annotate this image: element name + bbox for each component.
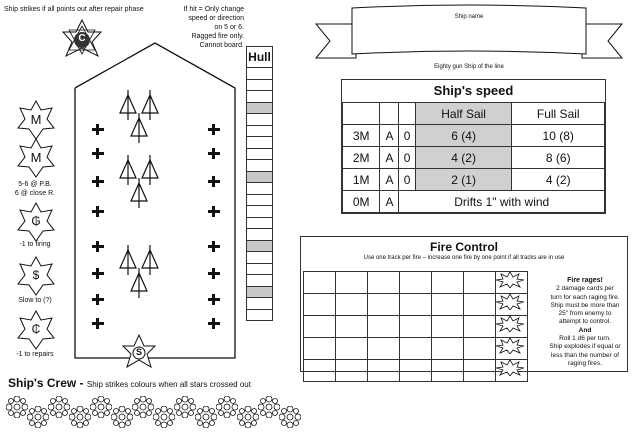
crew-star-icon	[90, 396, 112, 418]
crew-star-icon	[6, 396, 28, 418]
crew-star-icon	[69, 406, 91, 428]
hull-box[interactable]	[247, 194, 273, 206]
fire-box[interactable]	[304, 360, 336, 382]
crew-star[interactable]	[48, 396, 70, 423]
crew-star[interactable]	[237, 406, 259, 433]
fire-box[interactable]	[432, 360, 464, 382]
officer-icon-4: $	[14, 256, 58, 301]
fire-box[interactable]	[304, 338, 336, 360]
fire-box[interactable]	[368, 338, 400, 360]
speed-panel	[341, 79, 606, 214]
hull-box[interactable]	[247, 217, 273, 229]
crew-title: Ship's Crew - Ship strikes colours when all stars crossed out	[8, 376, 251, 390]
crew-star-icon	[237, 406, 259, 428]
fire-box[interactable]	[336, 338, 368, 360]
hull-box[interactable]	[247, 160, 273, 172]
fire-box[interactable]	[432, 338, 464, 360]
hull-box[interactable]	[247, 206, 273, 218]
fire-box[interactable]	[368, 272, 400, 294]
fire-box[interactable]	[336, 360, 368, 382]
fire-raging-box[interactable]	[496, 316, 528, 338]
crew-star[interactable]	[195, 406, 217, 433]
fire-burst-icon	[496, 272, 524, 288]
hull-box[interactable]	[247, 114, 273, 126]
fire-box[interactable]	[464, 272, 496, 294]
crew-star-icon	[153, 406, 175, 428]
crew-star-icon	[174, 396, 196, 418]
fire-box[interactable]	[400, 338, 432, 360]
crew-star-icon	[279, 406, 301, 428]
fire-raging-box[interactable]	[496, 338, 528, 360]
fire-box[interactable]	[304, 272, 336, 294]
fire-rages-text: Fire rages! 2 damage cards per turn for each raging fire. Ship must be more than 25" from enemy to attempt to control. And Roll 1 d6 per turn. Ship explodes if equal or less than the number of raging fires.	[549, 277, 621, 367]
fire-box[interactable]	[400, 316, 432, 338]
fire-box[interactable]	[464, 316, 496, 338]
stern-letter: S	[135, 347, 142, 357]
hull-box[interactable]	[247, 183, 273, 195]
speed-row: 1M A 0 2 (1) 4 (2)	[343, 169, 605, 191]
officer-icon-3: ₲	[14, 202, 58, 247]
fire-box[interactable]	[432, 316, 464, 338]
fire-box[interactable]	[400, 272, 432, 294]
hull-box[interactable]	[247, 125, 273, 137]
officer-icon-5: ₵	[14, 310, 58, 355]
fire-burst-icon	[496, 316, 524, 332]
fire-raging-box[interactable]	[496, 294, 528, 316]
fire-box[interactable]	[336, 272, 368, 294]
hull-box[interactable]	[247, 148, 273, 160]
fire-tracks	[303, 271, 528, 382]
hull-box[interactable]	[247, 286, 273, 298]
officer-caption-5: -1 to repairs	[16, 351, 54, 358]
hull-box[interactable]	[247, 263, 273, 275]
hull-box[interactable]	[247, 102, 273, 114]
hull-box[interactable]	[247, 79, 273, 91]
crew-star[interactable]	[216, 396, 238, 423]
officer-caption-4: Slow to (?)	[18, 297, 52, 304]
ship-name-banner	[306, 2, 632, 70]
crew-star-icon	[258, 396, 280, 418]
class-letter: C	[78, 33, 86, 44]
crew-star[interactable]	[174, 396, 196, 423]
crew-star[interactable]	[279, 406, 301, 433]
crew-star[interactable]	[6, 396, 28, 423]
fire-box[interactable]	[304, 294, 336, 316]
col-full-sail: Full Sail	[512, 103, 605, 125]
hull-box[interactable]	[247, 91, 273, 103]
fire-box[interactable]	[400, 360, 432, 382]
fire-track	[304, 360, 528, 382]
speed-row: 3M A 0 6 (4) 10 (8)	[343, 125, 605, 147]
strike-note: Ship strikes if all points out after repair phase	[4, 6, 144, 13]
ship-name-label[interactable]: Ship name	[454, 14, 484, 20]
fire-box[interactable]	[368, 294, 400, 316]
fire-box[interactable]	[432, 294, 464, 316]
speed-row: 0M A Drifts 1" with wind	[343, 191, 605, 213]
fire-burst-icon	[496, 360, 524, 376]
crew-star[interactable]	[90, 396, 112, 423]
crew-stars	[6, 396, 306, 426]
fire-box[interactable]	[400, 294, 432, 316]
crew-star-icon	[111, 406, 133, 428]
ship-class-label: Eighty gun Ship of the line	[434, 64, 504, 70]
hull-box[interactable]	[247, 240, 273, 252]
crew-star[interactable]	[69, 406, 91, 433]
crew-star[interactable]	[132, 396, 154, 423]
hit-note: If hit = Only change speed or direction on 5 or 6. Ragged fire only. Cannot board.	[183, 6, 244, 49]
crew-star[interactable]	[27, 406, 49, 433]
hull-box[interactable]	[247, 298, 273, 310]
crew-star-icon	[48, 396, 70, 418]
officer-caption-3: -1 to firing	[19, 241, 51, 248]
fire-burst-icon	[496, 338, 524, 354]
hull-box[interactable]	[247, 309, 273, 321]
crew-star[interactable]	[258, 396, 280, 423]
fire-raging-box[interactable]	[496, 360, 528, 382]
hull-box[interactable]	[247, 252, 273, 264]
crew-star-icon	[195, 406, 217, 428]
hull-title: Hull	[247, 47, 273, 68]
fire-track	[304, 272, 528, 294]
hull-box[interactable]	[247, 229, 273, 241]
hull-box[interactable]	[247, 171, 273, 183]
crew-star-icon	[216, 396, 238, 418]
crew-star[interactable]	[111, 406, 133, 433]
col-half-sail: Half Sail	[415, 103, 512, 125]
fire-title: Fire Control	[430, 240, 498, 254]
speed-title: Ship's speed	[342, 80, 605, 103]
fire-track	[304, 338, 528, 360]
officer-icon-1: M	[14, 100, 58, 145]
fire-box[interactable]	[368, 316, 400, 338]
fire-box[interactable]	[304, 316, 336, 338]
officer-icon-2: M	[14, 138, 58, 183]
fire-subtitle: Use one track per fire – increase one fire by one point if all tracks are in use	[363, 255, 565, 261]
fire-track	[304, 294, 528, 316]
crew-star[interactable]	[153, 406, 175, 433]
hull-box[interactable]	[247, 68, 273, 80]
fire-control-panel	[300, 236, 628, 372]
hull-box[interactable]	[247, 137, 273, 149]
hull-box[interactable]	[247, 275, 273, 287]
fire-box[interactable]	[432, 272, 464, 294]
speed-row: 2M A 0 4 (2) 8 (6)	[343, 147, 605, 169]
crew-star-icon	[132, 396, 154, 418]
fire-track	[304, 316, 528, 338]
fire-box[interactable]	[336, 316, 368, 338]
crew-note: Ship strikes colours when all stars crossed out	[86, 380, 251, 389]
crew-star-icon	[27, 406, 49, 428]
fire-box[interactable]	[464, 294, 496, 316]
fire-burst-icon	[496, 294, 524, 310]
fire-box[interactable]	[336, 294, 368, 316]
hull-track	[246, 46, 273, 321]
officer-caption-2: 5-6 @ P.B. 6 @ close R.	[14, 181, 56, 197]
fire-raging-box[interactable]	[496, 272, 528, 294]
ship-outline	[70, 40, 240, 370]
fire-box[interactable]	[368, 360, 400, 382]
fire-box[interactable]	[464, 338, 496, 360]
fire-box[interactable]	[464, 360, 496, 382]
